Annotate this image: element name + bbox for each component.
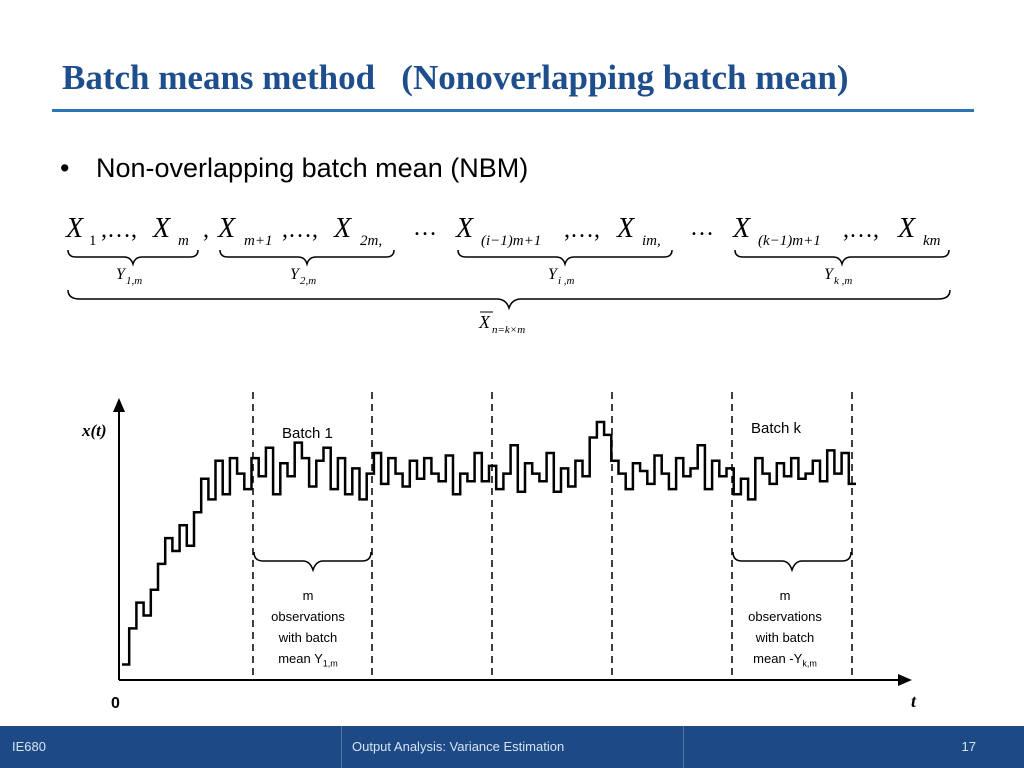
formula-group-3 [455, 213, 672, 287]
group-4-last-sub: km [923, 233, 941, 249]
formula-group-1 [65, 213, 209, 287]
group-4-last-var: X [898, 213, 916, 244]
group-1-first-var: X [66, 213, 84, 244]
group-2-dots: ,…, [282, 217, 318, 243]
y-axis-arrow [113, 398, 125, 412]
group-4-brace-var: Y [824, 266, 833, 283]
note-last-line4 [735, 648, 835, 675]
batch-plot [0, 380, 1024, 720]
group-3-last-var: X [617, 213, 635, 244]
batch-first-label: Batch 1 [282, 425, 333, 442]
y-axis-label: x(t) [82, 421, 107, 440]
bullet-item [60, 153, 528, 184]
slide-title: Batch means method (Nonoverlapping batch mean) [62, 58, 849, 97]
group-3-dots: ,…, [564, 217, 600, 243]
origin-label: 0 [111, 695, 120, 712]
group-1-last-sub: m [178, 233, 189, 249]
note-last-line3: with batch [755, 630, 815, 645]
group-1-brace-sub: 1,m [126, 275, 143, 287]
batch-last-brace [733, 552, 851, 570]
group-2-first-sub: m+1 [244, 233, 273, 249]
note-first-line4-text: mean Y [278, 651, 323, 666]
footer-page-number: 17 [961, 739, 976, 754]
formula-ellipsis-2: … [690, 215, 714, 241]
group-3-brace [458, 250, 672, 264]
group-3-brace-var: Y [548, 266, 557, 283]
group-4-brace [735, 250, 949, 264]
batch-formula [0, 195, 1024, 350]
group-2-brace-sub: 2,m [300, 275, 317, 287]
group-1-trail: , [203, 217, 209, 243]
group-4-first-var: X [733, 213, 751, 244]
note-last-line4-sub: k,m [802, 658, 817, 669]
bullet-dot: • [60, 153, 70, 183]
footer-topic: Output Analysis: Variance Estimation [352, 739, 565, 754]
group-1-last-var: X [153, 213, 171, 244]
batch-last-note [735, 585, 835, 675]
note-first-line2: observations [271, 609, 345, 624]
formula-ellipsis-1: … [413, 215, 437, 241]
overall-brace [68, 290, 950, 308]
footer-bar [0, 726, 1024, 768]
group-2-last-var: X [334, 213, 352, 244]
batch-first-brace [254, 552, 371, 570]
batch-first-note [258, 585, 358, 675]
group-2-brace [220, 250, 394, 264]
footer-divider [341, 726, 342, 768]
note-last-line1: m [779, 588, 791, 603]
group-4-first-sub: (k−1)m+1 [758, 233, 821, 249]
note-first-line1: m [302, 588, 314, 603]
group-4-dots: ,…, [843, 217, 879, 243]
group-2-brace-var: Y [290, 266, 299, 283]
note-last-line4-text: mean -Y [753, 651, 803, 666]
note-first-line4 [258, 648, 358, 675]
footer-course: IE680 [12, 739, 46, 754]
group-1-first-sub: 1 [89, 233, 97, 249]
title-underline [52, 109, 974, 112]
note-first-line4-sub: 1,m [322, 658, 338, 669]
group-3-last-sub: im, [642, 233, 661, 249]
overall-mean-var: X [479, 312, 490, 332]
overall-mean-sub: n=k×m [492, 324, 526, 336]
group-1-brace [68, 250, 198, 264]
group-3-brace-sub: i ,m [558, 275, 575, 287]
bullet-text: Non-overlapping batch mean (NBM) [96, 153, 529, 183]
formula-group-2 [217, 213, 394, 287]
formula-group-4 [732, 213, 949, 287]
group-1-brace-var: Y [116, 266, 125, 283]
x-axis-label: t [911, 691, 917, 711]
x-axis-arrow [898, 674, 912, 686]
group-3-first-var: X [456, 213, 474, 244]
note-last-line2: observations [748, 609, 822, 624]
group-3-first-sub: (i−1)m+1 [481, 233, 542, 249]
group-4-brace-sub: k ,m [834, 275, 853, 287]
group-2-last-sub: 2m, [360, 233, 383, 249]
batch-last-label: Batch k [751, 420, 802, 437]
footer-divider [683, 726, 684, 768]
group-1-dots: ,…, [101, 217, 137, 243]
note-first-line3: with batch [278, 630, 338, 645]
group-2-first-var: X [218, 213, 236, 244]
